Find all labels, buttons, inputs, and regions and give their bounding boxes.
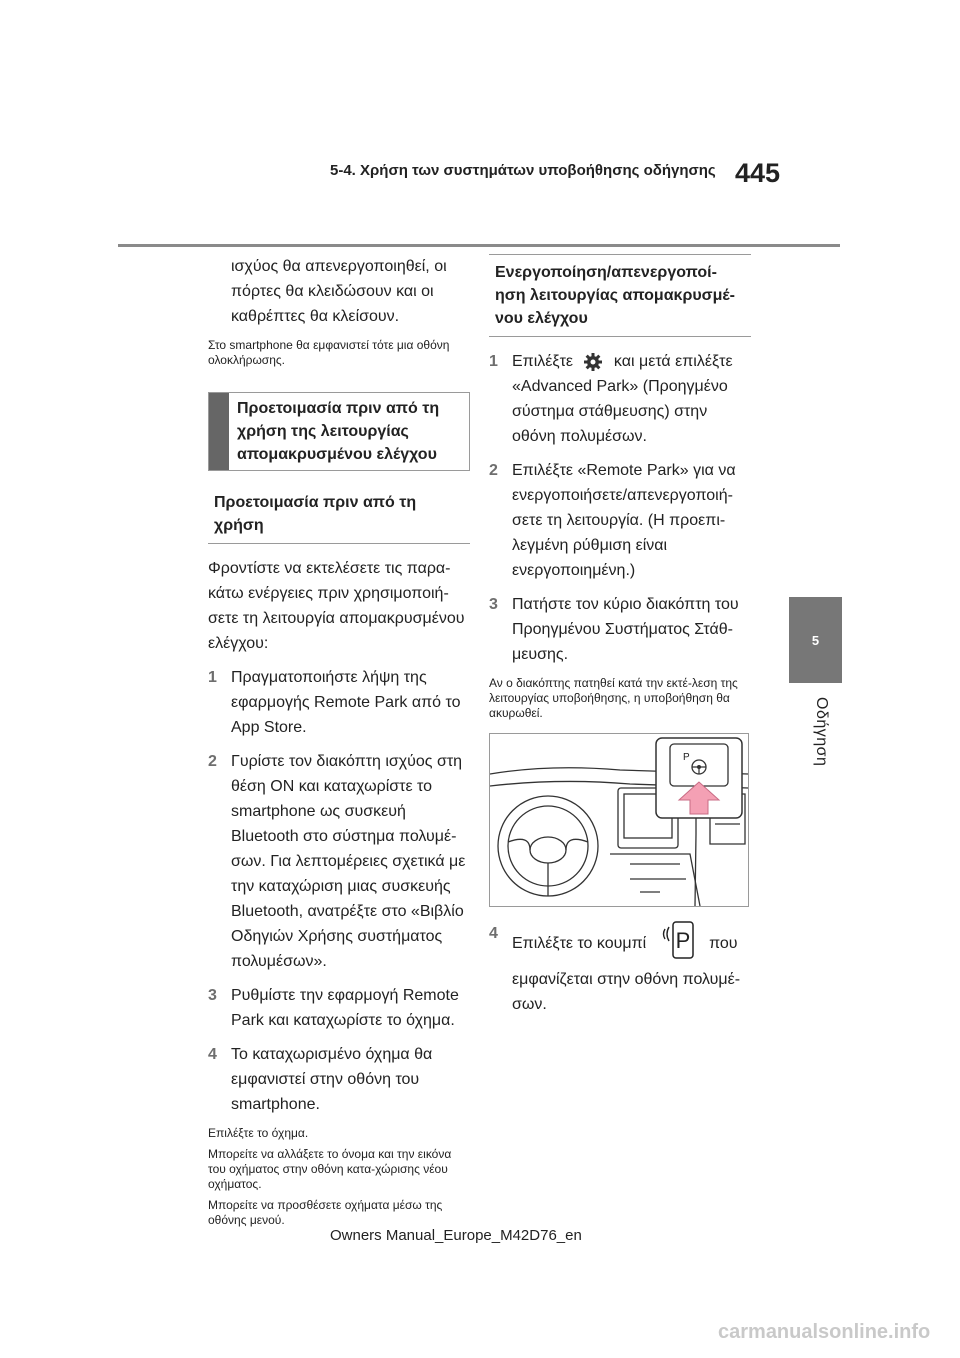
- list-item: [489, 349, 751, 449]
- note: Αν ο διακόπτης πατηθεί κατά την εκτέ-λεση της λειτουργίας υποβοήθησης, η υποβοήθηση θα ακυρωθεί.: [489, 676, 738, 720]
- section-box-bar: [209, 393, 229, 470]
- intro-note: Στο smartphone θα εμφανιστεί τότε μια οθόνη ολοκλήρωσης.: [208, 338, 450, 367]
- step-number: 2: [208, 753, 217, 770]
- step-text: [512, 921, 751, 1017]
- section-header: 5-4. Χρήση των συστημάτων υποβοήθησης οδήγησης: [330, 162, 716, 179]
- step-number: 4: [208, 1046, 217, 1063]
- lead-paragraph: Φροντίστε να εκτελέσετε τις παρα-κάτω ενέργειες πριν χρησιμοποιή-σετε τη λειτουργία απομακρυσμένου ελέγχου:: [208, 560, 465, 652]
- left-column: [208, 254, 470, 1234]
- parking-button-drawing: [661, 921, 695, 959]
- section-box: [208, 392, 470, 471]
- chapter-tab: 5: [789, 597, 842, 683]
- step-text: Πατήστε τον κύριο διακόπτη του Προηγμένου Συστήματος Στάθ-μευσης.: [512, 596, 739, 663]
- step-number: 1: [208, 669, 217, 686]
- note: Μπορείτε να προσθέσετε οχήματα μέσω της οθόνης μενού.: [208, 1198, 443, 1227]
- list-item: [489, 592, 751, 667]
- step-number: 4: [489, 925, 498, 942]
- subsection-title: Ενεργοποίηση/απενεργοποί-ηση λειτουργίας απομακρυσμέ-νου ελέγχου: [489, 254, 751, 337]
- step-text: Ρυθμίστε την εφαρμογή Remote Park και καταχωρίστε το όχημα.: [231, 987, 459, 1029]
- list-item: [208, 749, 470, 974]
- list-item: [208, 983, 470, 1033]
- parking-letter: P: [675, 928, 690, 953]
- step-text: Το καταχωρισμένο όχημα θα εμφανιστεί στην οθόνη του smartphone.: [231, 1046, 433, 1113]
- intro-continued: ισχύος θα απενεργοποιηθεί, οι πόρτες θα κλειδώσουν και οι καθρέπτες θα κλείσουν.: [231, 258, 447, 325]
- step-number: 2: [489, 462, 498, 479]
- figure-label: P: [683, 752, 690, 763]
- dashboard-illustration: [489, 733, 749, 907]
- list-item: [208, 1042, 470, 1117]
- step-text-part: και μετά επιλέξτε «Advanced Park» (Προηγμένο σύστημα στάθμευσης) στην οθόνη πολυμέσων.: [512, 353, 733, 445]
- page-number: 445: [735, 158, 781, 188]
- step-text: Πραγματοποιήστε λήψη της εφαρμογής Remote Park από το App Store.: [231, 669, 461, 736]
- watermark: carmanualsonline.info: [718, 1321, 931, 1343]
- note: Επιλέξτε το όχημα.: [208, 1126, 309, 1140]
- parking-button-icon: [661, 921, 695, 967]
- chapter-label: Οδήγηση: [813, 697, 830, 767]
- header-rule: [118, 244, 840, 247]
- step-number: 3: [489, 596, 498, 613]
- step-text-part: Επιλέξτε το κουμπί: [512, 935, 647, 953]
- step-text-part: Επιλέξτε: [512, 353, 574, 370]
- note: Μπορείτε να αλλάξετε το όνομα και την εικόνα του οχήματος στην οθόνη κατα-χώρισης νέου οχήματος.: [208, 1147, 452, 1191]
- list-item: [208, 665, 470, 740]
- step-number: 1: [489, 353, 498, 370]
- step-text: Επιλέξτε «Remote Park» για να ενεργοποιήσετε/απενεργοποιή-σετε τη λειτουργία. (Η προεπι-λεγμένη ρύθμιση είναι ενεργοποιημένη.): [512, 462, 736, 579]
- right-column: [489, 254, 751, 1026]
- list-item: [489, 458, 751, 583]
- step-text: Γυρίστε τον διακόπτη ισχύος στη θέση ON και καταχωρίστε το smartphone ως συσκευή Bluetooth στο σύστημα πολυμέ-σων. Για λεπτομέρειες σχετικά με την καταχώριση μιας συσκευής Bluetooth, ανατρέξτε στο «Βιβλίο Οδηγιών Χρήσης συστήματος πολυμέσων».: [231, 753, 466, 970]
- list-item: [489, 921, 751, 1017]
- section-box-title: Προετοιμασία πριν από τη χρήση της λειτουργίας απομακρυσμένου ελέγχου: [237, 400, 440, 463]
- subsection-title: Προετοιμασία πριν από τη χρήση: [208, 485, 470, 544]
- gear-icon: [583, 352, 603, 372]
- step-text-part: που εμφανίζεται στην οθόνη πολυμέ-σων.: [512, 935, 741, 1013]
- dashboard-drawing: [490, 734, 748, 906]
- footer-text: Owners Manual_Europe_M42D76_en: [330, 1227, 582, 1244]
- step-number: 3: [208, 987, 217, 1004]
- step-text: [512, 349, 751, 449]
